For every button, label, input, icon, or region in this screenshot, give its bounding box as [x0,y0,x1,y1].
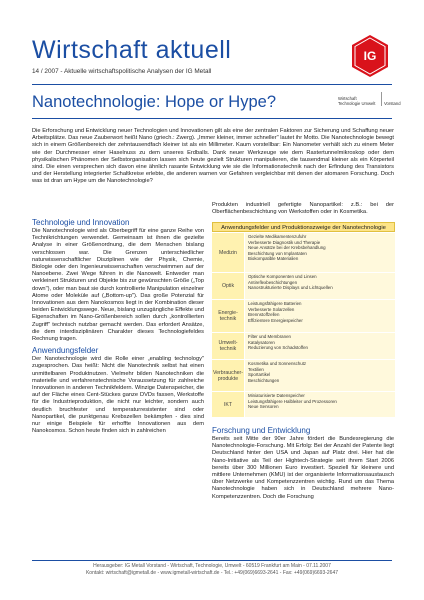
table-item: Biokompatible Materialien [248,256,299,262]
table-item: Neue Ansätze bei der Krebsbehandlung [248,245,326,251]
table-row [212,392,395,417]
document-title: Nanotechnologie: Hope or Hype? [32,93,276,111]
newsletter-title: Wirtschaft aktuell [32,36,232,64]
logo-text: IG [363,49,377,63]
table-item: Textilien [248,366,264,372]
footer-publisher: Herausgeber: IG Metall Vorstand - Wirtschaft, Technologie, Umwelt - 60519 Frankfurt am Main - 07.11.2007 [93,563,331,569]
table-item: Beschichtungen [248,377,280,383]
section-text-forschung: Bereits seit Mitte der 90er Jahre fördert die Bundesregierung die Nanotechnologie-Forschung. Mit Erfolg: Bei der Anzahl der Patente liegt Deutschland hinter den USA und Japan auf Platz drei. Hier hat die Nano-Initiative als Teil der Hightech-Strategie seit ihrem Start 2006 bereits über 300 Millionen Euro investiert. Speziell für kleinere und mittlere Unternehmen (KMU) ist der organisierte Informationsaustausch über Netzwerke und Kompetenzzentren wichtig. Rund um das Thema Nanotechnologie haben sich in Deutschland mehrere Nano-Kompetenzzentren. Doch die Forschung [212,436,394,500]
table-items [245,392,395,417]
table-item: Filter und Membranen [248,334,291,339]
table-item: Neue Sensoren [248,404,279,410]
table-item: Leistungsfähigere Halbleiter und Prozessoren [248,398,337,404]
table-category: Energie-technik [212,300,244,332]
footer-rule [32,560,392,561]
table-title: Anwendungsfelder und Produktionszweige der Nanotechnologie [212,222,395,232]
table-category: Umwelt-technik [212,333,244,359]
applications-table [212,222,395,417]
table-item: Optische Komponenten und Linsen [248,274,317,279]
section-text-technologie: Die Nanotechnologie wird als Oberbegriff für eine ganze Reihe von Technikrichtungen verwendet. Gemeinsam ist ihnen die gezielte Analyse in einer Größenordnung, die dem Menschen bislang verschlossen war. Die Grenzen unterschiedlicher naturwissenschaftlicher Disziplinen wie der Physik, Chemie, Biologie oder den Ingenieurwissenschaften verschwimmen auf der Nanoebene. Zwei Wege führen in die Nanowelt. Entweder man verkleinert Strukturen und Objekte bis zur gewünschten Größe („Top down"), oder man baut sie durch kontrollierte Manipulation einzelner Atome oder Moleküle auf („Bottom-up"). Das große Potenzial für Innovationen aus dem Nanokosmos liegt in der Kombination dieser beiden Entwicklungswege. Neue, bislang unzugängliche Effekte und Eigenschaften im Nano-Größenbereich sollen durch „kontrollierten Zugriff" technisch nutzbar gemacht werden. Das erfordert Ansätze, die dem interdisziplinären Charakter dieses Technologiefeldes Rechnung tragen. [32,228,204,343]
table-category: Verbraucher-produkte [212,360,244,391]
table-item: Katalysatoren [248,339,275,345]
table-row [212,273,395,299]
title-rule [32,118,392,119]
footer [32,563,392,576]
right-column-forschung [212,426,394,501]
table-category: IKT [212,392,244,417]
section-heading-forschung: Forschung und Entwicklung [212,426,311,435]
table-item: Sportartikel [248,372,271,378]
footer-contact: Kontakt: wirtschaft@igmetall.de - www.igmetall-wirtschaft.de - Tel.: +49(069)6693-2641 - Fax: +49(069)6693-2647 [85,569,339,576]
table-item: Antireflexbeschichtungen [248,279,298,285]
table-item: Verbesserte Diagnostik und Therapie [248,239,321,245]
table-items [245,233,395,272]
table-item: Nanostrukturierte Displays und Lichtquellen [248,285,333,291]
table-item: Verbesserte Solarzellen [248,306,295,312]
table-row [212,300,395,332]
table-item: Effizientere Energiespeicher [248,317,303,323]
table-item: Kosmetika und Sonnenschutz [248,361,307,366]
ig-metall-logo-icon [350,34,390,78]
table-row [212,233,395,272]
section-heading-anwendungsfelder: Anwendungsfelder [32,346,99,356]
table-item: Brennstoffzellen [248,312,280,318]
table-items [245,273,395,299]
table-item: Leistungsfähigere Batterien [248,301,302,306]
newsletter-subtitle: 14 / 2007 - Aktuelle wirtschaftspolitische Analysen der IG Metall [32,68,212,75]
table-row [212,360,395,391]
table-item: Reduzierung von Schadstoffen [248,345,308,351]
table-item: Gezielte Medikamentenzufuhr [248,234,307,239]
table-items [245,360,395,391]
table-category: Medizin [212,233,244,272]
table-items [245,300,395,332]
logo-caption-vorstand: Vorstand [384,101,401,106]
table-row [212,333,395,359]
table-item: Miniaturisierte Datenspeicher [248,393,305,398]
intro-paragraph: Die Erforschung und Entwicklung neuer Technologien und Innovationen gilt als eine der zentralen Faktoren zur Sicherung und Schaffung neuer Arbeitsplätze. Das neue Zauberwort heißt Nano (griech.: Zwerg). „Immer kleiner, immer schneller" lautet ihr Motto. Die Nanotechnologie bewegt sich in einem Größenbereich der zehntausendfach kleiner ist als ein Millimeter. Kaum vorstellbar: Ein Nanometer verhält sich zu einem Meter wie der Durchmesser einer Haselnuss zu dem unseres Erdballs. Dank neuer Werkzeuge wie dem Rastertunnelmikroskop oder dem physikalischen Phänomen der Selbstorganisation lassen sich heute gezielt Strukturen manipulieren, die tausendmal kleiner als ein Körperteil sind. Die einen versprechen sich davon eine ähnlich rasante Entwicklung wie sie die Informationstechnik nach der Erfindung des Transistors und der Herstellung integrierter Schaltkreise erlebte, die anderen warnen vor Gefahren vergleichbar mit denen der atomaren Forschung. Doch was ist dran am Hype um die Nanotechnologie? [32,128,394,185]
section-heading-technologie: Technologie und Innovation [32,218,130,227]
section-text-anwendungsfelder: Der Nanotechnologie wird die Rolle einer „enabling technology" zugesprochen. Das heißt: Nicht die Nanotechnik selbst hat einen unmittelbaren Produktnutzen. Vielmehr bilden Nanotechniken die materielle und verfahrenstechnische Voraussetzung für zahlreiche Innovationen in anderen Technikfeldern. Winzige Datenspeicher, die auf der Fläche eines Cent-Stückes ganze DVDs fassen, Werkstoffe für die Industrieproduktion, die nicht nur leichter, sondern auch deutlich bruchfester und temperaturresistenter sind oder Nanopartikel, die punktgenau Krebszellen bekämpfen - dies sind nur einige Beispiele für erhoffte Innovationen aus dem Nanokosmos. Schon heute finden sich in zahlreichen [32,356,204,435]
table-items [245,333,395,359]
table-item: Beschichtung von Implantaten [248,250,307,256]
left-column [32,218,204,435]
right-column-intro: Produkten industriell gefertigte Nanopartikel: z.B.: bei der Oberflächenbeschichtung von Werkstoffen oder in Kosmetika. [212,202,394,216]
logo-caption: Wirtschaft Technologie Umwelt [338,96,376,106]
table-category: Optik [212,273,244,299]
logo-divider [381,92,382,106]
header-rule [32,84,392,85]
